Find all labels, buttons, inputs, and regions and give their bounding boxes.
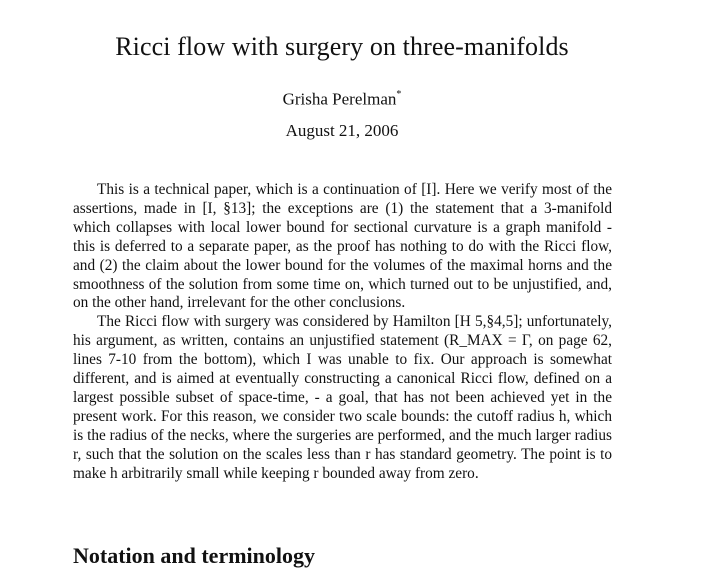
paper-title: Ricci flow with surgery on three-manifolds xyxy=(115,32,569,61)
paragraph-2: The Ricci flow with surgery was considered by Hamilton [H 5,§4,5]; unfortunately, his argument, as written, contains an unjustified statement (R_MAX = Γ, on page 62, lines 7-10 from the bottom), which I was unable to fix. Our approach is somewhat different, and is aimed at eventually constructing a canonical Ricci flow, defined on a largest possible subset of space-time, - a goal, that has not been achieved yet in the present work. For this reason, we consider two scale bounds: the cutoff radius h, which is the radius of the necks, where the surgeries are performed, and the much larger radius r, such that the solution on the scales less than r has standard geometry. The point is to make h arbitrarily small while keeping r bounded away from zero. xyxy=(73,313,612,482)
author-footnote-mark: * xyxy=(396,89,402,100)
paper-date: August 21, 2006 xyxy=(285,121,399,140)
paragraph-1: This is a technical paper, which is a continuation of [I]. Here we verify most of the assertions, made in [I, §13]; the exceptions are (1) the statement that a 3-manifold which collapses with local lower bound for sectional curvature is a graph manifold - this is deferred to a separate paper, as the proof has nothing to do with the Ricci flow, and (2) the claim about the lower bound for the volumes of the maximal horns and the smoothness of the solution from some time on, which turned out to be unjustified, and, on the other hand, irrelevant for the other conclusions. xyxy=(73,181,612,312)
author-name: Grisha Perelman xyxy=(282,89,397,109)
author-line xyxy=(0,85,684,111)
abstract-body xyxy=(73,181,612,484)
section-heading: Notation and terminology xyxy=(73,543,315,568)
